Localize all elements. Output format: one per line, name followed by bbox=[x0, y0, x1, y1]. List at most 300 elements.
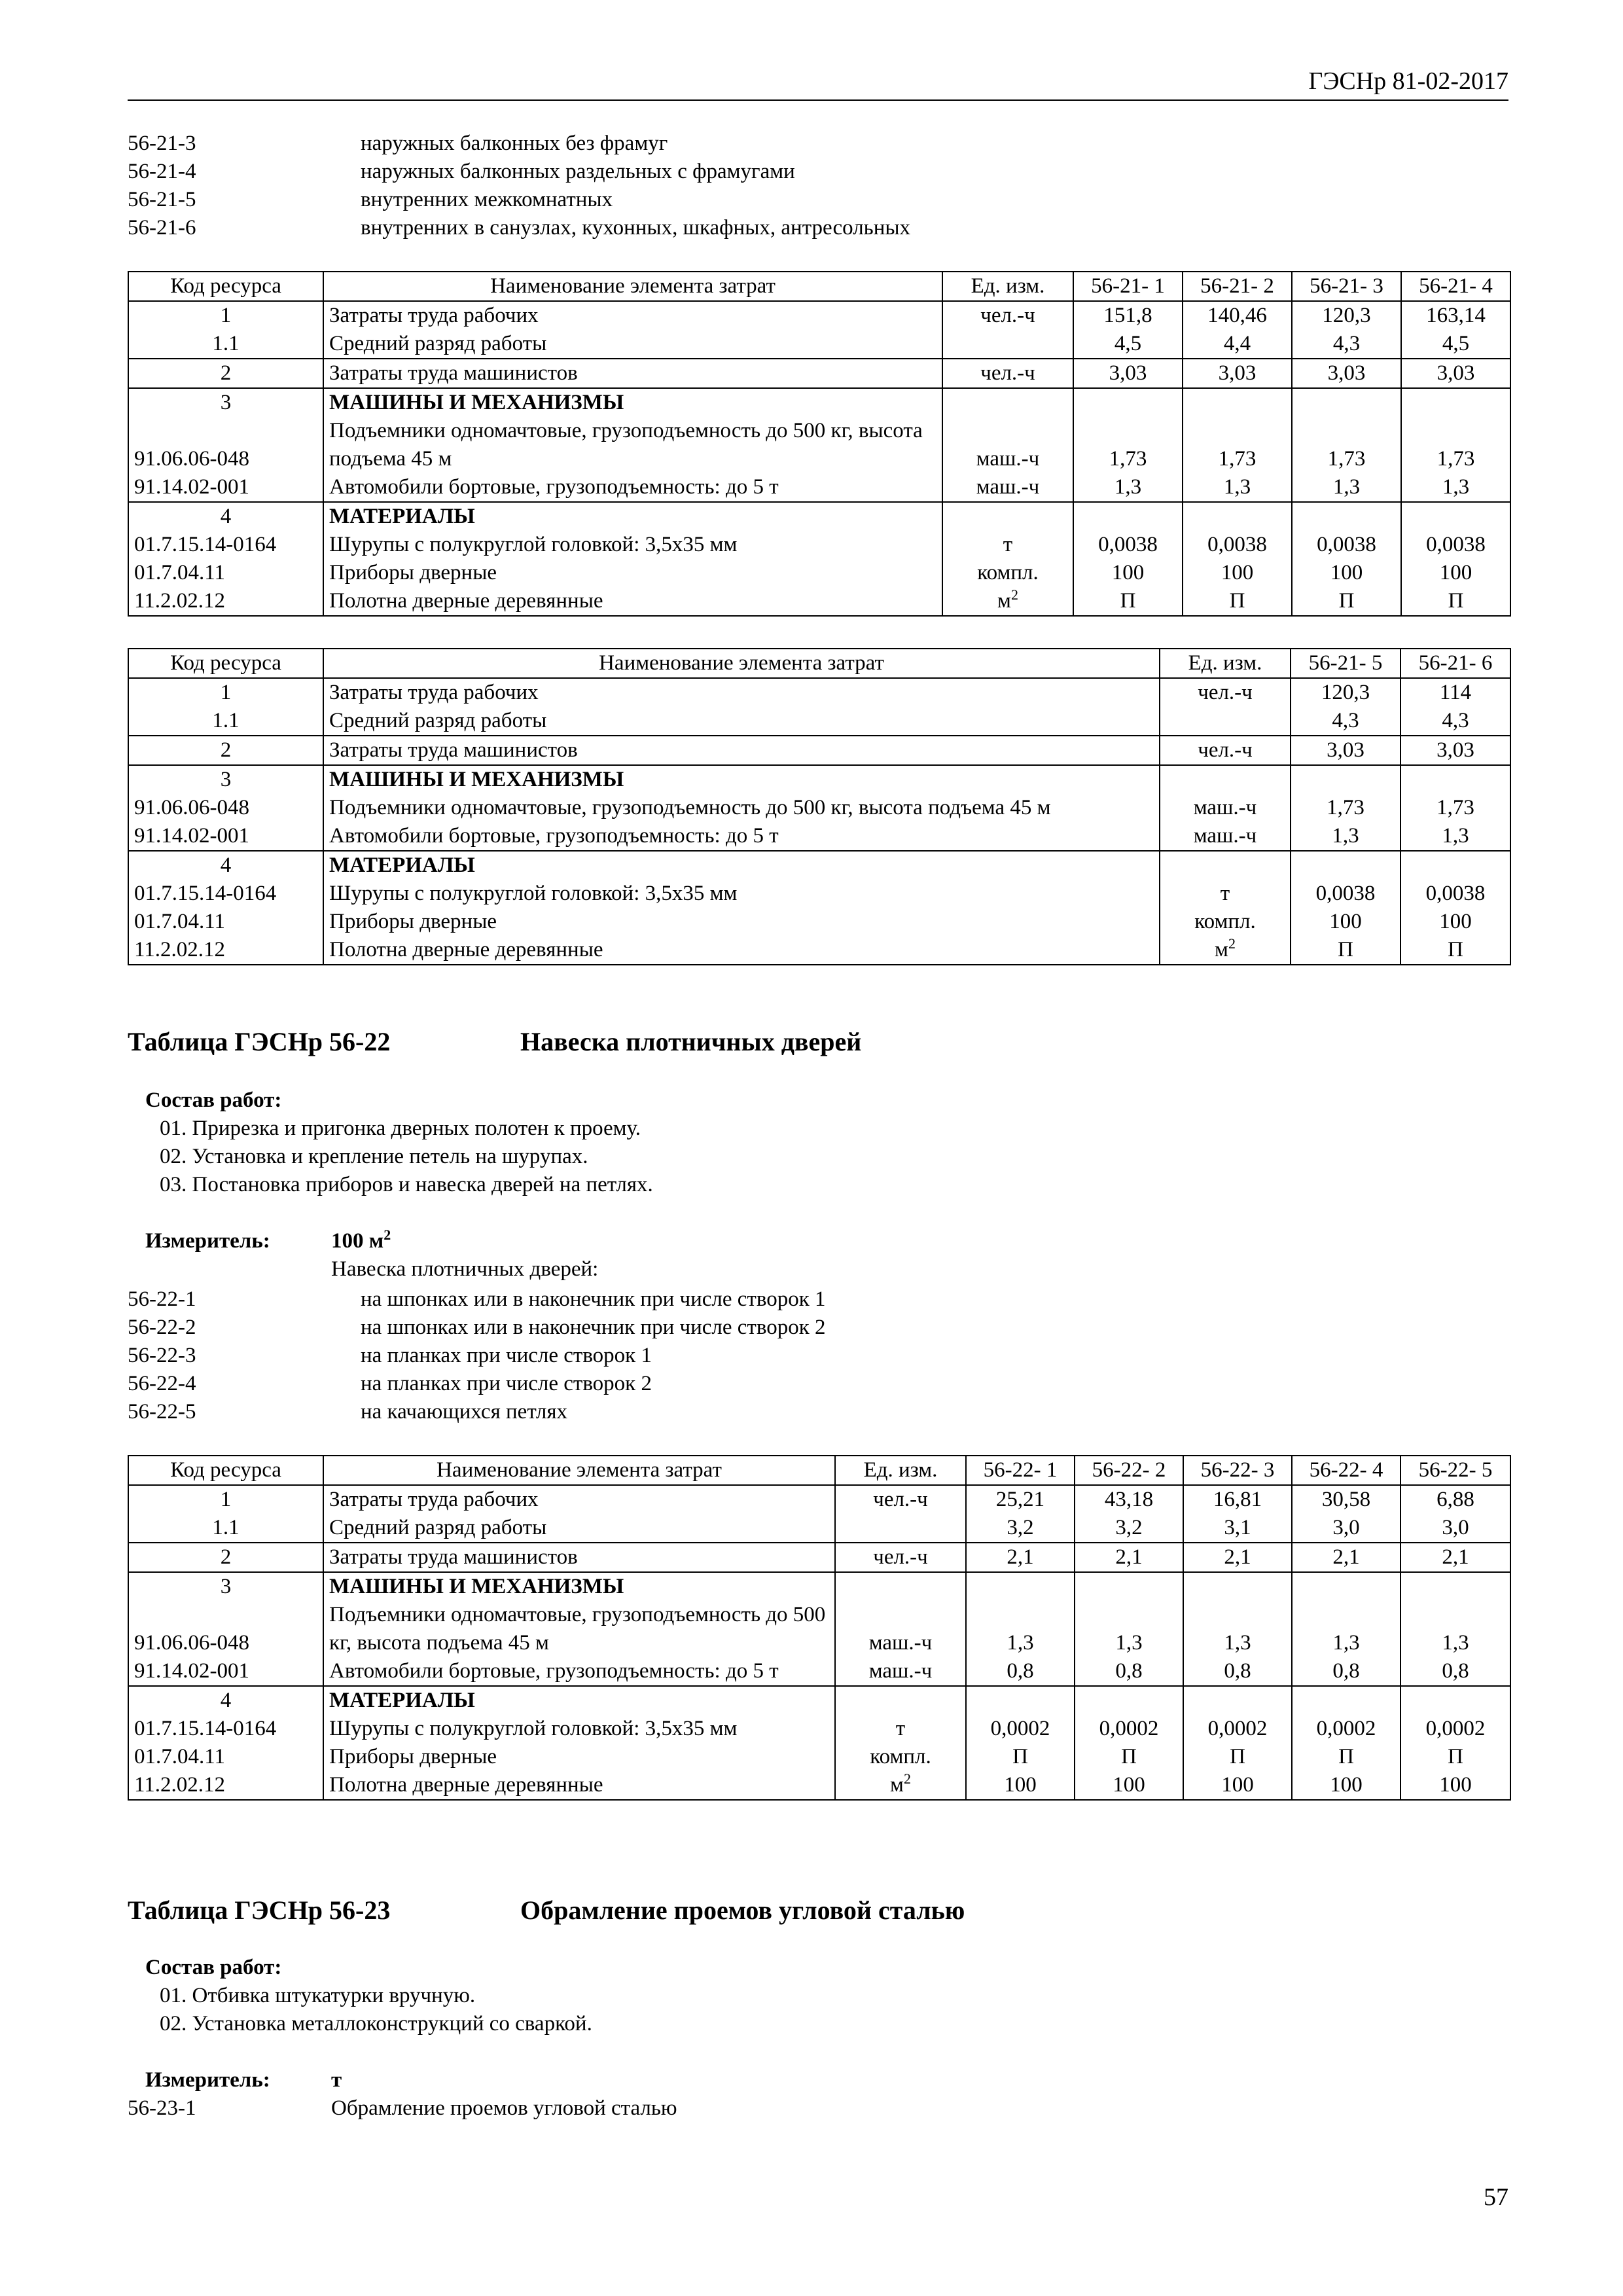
unit-cell bbox=[1160, 707, 1291, 736]
code-group-title: Навеска плотничных дверей: bbox=[331, 1257, 599, 1281]
value-cell bbox=[1183, 388, 1292, 417]
table-row bbox=[128, 1572, 1510, 1601]
value-cell: 3,2 bbox=[966, 1514, 1075, 1543]
header-variant: 56-21- 2 bbox=[1183, 272, 1292, 301]
table-row bbox=[128, 1686, 1510, 1715]
code-label: 56-22-3 bbox=[128, 1344, 196, 1367]
code-list-item bbox=[128, 158, 1502, 186]
unit-cell bbox=[835, 1715, 966, 1743]
value-cell: П bbox=[966, 1743, 1075, 1771]
section-heading: МАТЕРИАЛЫ bbox=[323, 502, 942, 531]
unit-text: м bbox=[997, 589, 1011, 613]
unit-text: т bbox=[1003, 533, 1013, 556]
value-cell bbox=[966, 1572, 1075, 1601]
value-cell bbox=[1292, 502, 1401, 531]
unit-text: м bbox=[890, 1773, 904, 1797]
value-cell bbox=[1183, 1572, 1292, 1601]
value-cell bbox=[1400, 851, 1510, 880]
table-header-row bbox=[128, 649, 1510, 678]
resource-code: 1 bbox=[128, 1485, 323, 1514]
table-row bbox=[128, 794, 1510, 822]
value-cell: П bbox=[1401, 587, 1510, 616]
code-list-item bbox=[128, 1314, 1502, 1342]
work-step: 02. Установка металлоконструкций со сваркой. bbox=[160, 2012, 592, 2036]
value-cell: 0,8 bbox=[1292, 1657, 1400, 1686]
unit-cell bbox=[942, 587, 1073, 616]
resource-name: Приборы дверные bbox=[323, 559, 942, 587]
resource-name: Средний разряд работы bbox=[323, 1514, 835, 1543]
value-cell: 1,73 bbox=[1183, 417, 1292, 473]
work-step: 03. Постановка приборов и навеска дверей на петлях. bbox=[160, 1173, 653, 1196]
table-name: Обрамление проемов угловой сталью bbox=[520, 1895, 965, 1925]
code-list-item bbox=[128, 186, 1502, 214]
value-cell bbox=[1292, 1572, 1400, 1601]
resource-name: Средний разряд работы bbox=[323, 330, 942, 359]
code-label: 56-21-5 bbox=[128, 188, 196, 211]
code-description: на качающихся петлях bbox=[361, 1400, 568, 1424]
table-row bbox=[128, 822, 1510, 851]
unit-text: маш.-ч bbox=[868, 1659, 933, 1683]
unit-cell bbox=[942, 473, 1073, 502]
value-cell: 0,0002 bbox=[1183, 1715, 1292, 1743]
value-cell: 0,0002 bbox=[966, 1715, 1075, 1743]
unit-sup: 2 bbox=[1228, 936, 1236, 952]
resource-code: 1.1 bbox=[128, 330, 323, 359]
code-list-item bbox=[128, 130, 1502, 158]
unit-cell bbox=[835, 1543, 966, 1572]
unit-cell bbox=[1160, 765, 1291, 794]
meter-value bbox=[331, 1229, 391, 1253]
value-cell: 0,0038 bbox=[1292, 531, 1401, 559]
value-cell: 25,21 bbox=[966, 1485, 1075, 1514]
value-cell: 0,8 bbox=[1075, 1657, 1183, 1686]
value-cell: 16,81 bbox=[1183, 1485, 1292, 1514]
table-row bbox=[128, 559, 1510, 587]
value-cell bbox=[1292, 388, 1401, 417]
value-cell: 100 bbox=[1073, 559, 1183, 587]
code-label: 56-22-1 bbox=[128, 1287, 196, 1311]
value-cell: 4,3 bbox=[1291, 707, 1400, 736]
resource-code: 01.7.04.11 bbox=[128, 908, 323, 936]
value-cell: 6,88 bbox=[1400, 1485, 1510, 1514]
page-header bbox=[128, 63, 1508, 101]
unit-sup: 2 bbox=[903, 1771, 911, 1787]
resource-name: Автомобили бортовые, грузоподъемность: до 5 т bbox=[323, 1657, 835, 1686]
header-variant: 56-22- 3 bbox=[1183, 1456, 1292, 1485]
resource-name: Затраты труда рабочих bbox=[323, 678, 1160, 707]
table-row bbox=[128, 908, 1510, 936]
unit-text: чел.-ч bbox=[873, 1545, 928, 1569]
table-row bbox=[128, 678, 1510, 707]
header-variant: 56-22- 4 bbox=[1292, 1456, 1400, 1485]
unit-cell bbox=[942, 301, 1073, 330]
header-variant: 56-22- 2 bbox=[1075, 1456, 1183, 1485]
unit-cell bbox=[835, 1771, 966, 1800]
resource-name: Затраты труда машинистов bbox=[323, 736, 1160, 765]
value-cell bbox=[1183, 502, 1292, 531]
resource-name: Полотна дверные деревянные bbox=[323, 1771, 835, 1800]
value-cell: 0,0038 bbox=[1183, 531, 1292, 559]
value-cell: 4,4 bbox=[1183, 330, 1292, 359]
value-cell: 4,3 bbox=[1400, 707, 1510, 736]
value-cell bbox=[1075, 1572, 1183, 1601]
table-row bbox=[128, 359, 1510, 388]
value-cell: 43,18 bbox=[1075, 1485, 1183, 1514]
table-header-row bbox=[128, 1456, 1510, 1485]
unit-text: т bbox=[895, 1717, 906, 1740]
value-cell: 1,3 bbox=[1183, 1601, 1292, 1657]
code-label: 56-21-3 bbox=[128, 132, 196, 155]
resource-code: 01.7.15.14-0164 bbox=[128, 1715, 323, 1743]
value-cell bbox=[1400, 1572, 1510, 1601]
header-variant: 56-21- 1 bbox=[1073, 272, 1183, 301]
header-variant: 56-22- 1 bbox=[966, 1456, 1075, 1485]
table-row bbox=[128, 1771, 1510, 1800]
value-cell: 1,73 bbox=[1401, 417, 1510, 473]
value-cell: 1,3 bbox=[1401, 473, 1510, 502]
resource-name: Затраты труда рабочих bbox=[323, 301, 942, 330]
value-cell: 0,0038 bbox=[1073, 531, 1183, 559]
value-cell: П bbox=[1183, 1743, 1292, 1771]
value-cell: 114 bbox=[1400, 678, 1510, 707]
meter-value: т bbox=[331, 2068, 342, 2092]
header-name: Наименование элемента затрат bbox=[323, 649, 1160, 678]
value-cell: 1,73 bbox=[1291, 794, 1400, 822]
header-variant: 56-21- 6 bbox=[1400, 649, 1510, 678]
value-cell: П bbox=[1291, 936, 1400, 965]
resource-code: 11.2.02.12 bbox=[128, 1771, 323, 1800]
resource-name: Шурупы с полукруглой головкой: 3,5х35 мм bbox=[323, 880, 1160, 908]
value-cell: 0,0038 bbox=[1401, 531, 1510, 559]
value-cell: 4,3 bbox=[1292, 330, 1401, 359]
value-cell: 2,1 bbox=[1183, 1543, 1292, 1572]
work-step: 01. Прирезка и пригонка дверных полотен к проему. bbox=[160, 1117, 641, 1140]
table-row bbox=[128, 1657, 1510, 1686]
unit-text: компл. bbox=[870, 1745, 931, 1768]
resource-code: 1.1 bbox=[128, 707, 323, 736]
value-cell: 4,5 bbox=[1073, 330, 1183, 359]
resource-code: 01.7.15.14-0164 bbox=[128, 880, 323, 908]
work-step: 01. Отбивка штукатурки вручную. bbox=[160, 1984, 476, 2007]
unit-text: чел.-ч bbox=[873, 1488, 928, 1511]
code-description: наружных балконных без фрамуг bbox=[361, 132, 668, 155]
code-description: на планках при числе створок 2 bbox=[361, 1372, 652, 1395]
resource-code: 91.14.02-001 bbox=[128, 1657, 323, 1686]
table-row bbox=[128, 330, 1510, 359]
value-cell: П bbox=[1400, 936, 1510, 965]
value-cell: П bbox=[1400, 1743, 1510, 1771]
unit-cell bbox=[835, 1743, 966, 1771]
resource-name: Полотна дверные деревянные bbox=[323, 936, 1160, 965]
unit-cell bbox=[1160, 880, 1291, 908]
header-code: Код ресурса bbox=[128, 272, 323, 301]
value-cell: 1,3 bbox=[1291, 822, 1400, 851]
value-cell: 163,14 bbox=[1401, 301, 1510, 330]
value-cell: 100 bbox=[966, 1771, 1075, 1800]
unit-cell bbox=[942, 531, 1073, 559]
unit-cell bbox=[1160, 822, 1291, 851]
table-number: Таблица ГЭСНр 56-22 bbox=[128, 1027, 391, 1056]
table-row bbox=[128, 1715, 1510, 1743]
resource-code: 1 bbox=[128, 678, 323, 707]
resource-code: 2 bbox=[128, 736, 323, 765]
table-row bbox=[128, 388, 1510, 417]
value-cell bbox=[1291, 765, 1400, 794]
code-label: 56-23-1 bbox=[128, 2096, 196, 2120]
unit-cell bbox=[942, 330, 1073, 359]
unit-text: компл. bbox=[977, 561, 1039, 584]
value-cell: 100 bbox=[1401, 559, 1510, 587]
code-description: наружных балконных раздельных с фрамугами bbox=[361, 160, 795, 183]
resource-code: 1.1 bbox=[128, 1514, 323, 1543]
header-variant: 56-21- 5 bbox=[1291, 649, 1400, 678]
unit-cell bbox=[835, 1657, 966, 1686]
code-description: Обрамление проемов угловой сталью bbox=[331, 2096, 677, 2120]
value-cell bbox=[1075, 1686, 1183, 1715]
value-cell: 2,1 bbox=[1075, 1543, 1183, 1572]
value-cell: 1,3 bbox=[1075, 1601, 1183, 1657]
resource-name: Средний разряд работы bbox=[323, 707, 1160, 736]
header-code: Код ресурса bbox=[128, 649, 323, 678]
table-row bbox=[128, 417, 1510, 473]
value-cell: 2,1 bbox=[966, 1543, 1075, 1572]
resource-table-56-21-1-4 bbox=[128, 271, 1511, 617]
meter-label: Измеритель: bbox=[145, 2068, 270, 2092]
table-row bbox=[128, 1743, 1510, 1771]
value-cell: 100 bbox=[1183, 559, 1292, 587]
value-cell: 1,3 bbox=[1183, 473, 1292, 502]
value-cell bbox=[1183, 1686, 1292, 1715]
composition-label: Состав работ: bbox=[145, 1088, 282, 1112]
resource-code: 91.14.02-001 bbox=[128, 822, 323, 851]
unit-cell bbox=[1160, 936, 1291, 965]
value-cell bbox=[1073, 502, 1183, 531]
unit-cell bbox=[942, 559, 1073, 587]
unit-text: маш.-ч bbox=[976, 447, 1040, 471]
header-name: Наименование элемента затрат bbox=[323, 1456, 835, 1485]
code-label: 56-22-2 bbox=[128, 1316, 196, 1339]
code-description: внутренних межкомнатных bbox=[361, 188, 613, 211]
value-cell: 140,46 bbox=[1183, 301, 1292, 330]
intro-code-list bbox=[128, 130, 1502, 242]
meter-label: Измеритель: bbox=[145, 1229, 270, 1253]
value-cell: 0,0002 bbox=[1075, 1715, 1183, 1743]
value-cell: 0,8 bbox=[1400, 1657, 1510, 1686]
value-cell bbox=[1291, 851, 1400, 880]
resource-table-56-22 bbox=[128, 1455, 1511, 1801]
code-list-56-22 bbox=[128, 1285, 1502, 1426]
resource-name: Шурупы с полукруглой головкой: 3,5х35 мм bbox=[323, 1715, 835, 1743]
value-cell: 3,03 bbox=[1073, 359, 1183, 388]
section-heading: МАШИНЫ И МЕХАНИЗМЫ bbox=[323, 765, 1160, 794]
value-cell: 4,5 bbox=[1401, 330, 1510, 359]
value-cell: 1,3 bbox=[966, 1601, 1075, 1657]
resource-code: 4 bbox=[128, 851, 323, 880]
value-cell: 0,0002 bbox=[1400, 1715, 1510, 1743]
value-cell: 151,8 bbox=[1073, 301, 1183, 330]
value-cell: П bbox=[1292, 1743, 1400, 1771]
code-description: внутренних в санузлах, кухонных, шкафных, антресольных bbox=[361, 216, 911, 240]
resource-name: Приборы дверные bbox=[323, 1743, 835, 1771]
value-cell: 1,3 bbox=[1400, 822, 1510, 851]
value-cell bbox=[1292, 1686, 1400, 1715]
section-heading: МАШИНЫ И МЕХАНИЗМЫ bbox=[323, 388, 942, 417]
header-unit: Ед. изм. bbox=[942, 272, 1073, 301]
unit-cell bbox=[942, 417, 1073, 473]
resource-name: Затраты труда машинистов bbox=[323, 1543, 835, 1572]
resource-name: Автомобили бортовые, грузоподъемность: до 5 т bbox=[323, 822, 1160, 851]
code-list-item bbox=[128, 214, 1502, 242]
value-cell: 100 bbox=[1183, 1771, 1292, 1800]
resource-name: Автомобили бортовые, грузоподъемность: до 5 т bbox=[323, 473, 942, 502]
resource-code: 3 bbox=[128, 388, 323, 417]
table-number: Таблица ГЭСНр 56-23 bbox=[128, 1895, 391, 1925]
code-label: 56-22-5 bbox=[128, 1400, 196, 1424]
value-cell bbox=[1073, 388, 1183, 417]
resource-code: 01.7.04.11 bbox=[128, 559, 323, 587]
unit-text: чел.-ч bbox=[980, 304, 1035, 327]
value-cell: 100 bbox=[1400, 1771, 1510, 1800]
resource-code: 2 bbox=[128, 1543, 323, 1572]
table-row bbox=[128, 880, 1510, 908]
value-cell: 1,73 bbox=[1073, 417, 1183, 473]
value-cell: П bbox=[1183, 587, 1292, 616]
unit-text: маш.-ч bbox=[976, 475, 1040, 499]
table-row bbox=[128, 936, 1510, 965]
table-row bbox=[128, 765, 1510, 794]
section-heading: МАТЕРИАЛЫ bbox=[323, 851, 1160, 880]
value-cell: 3,03 bbox=[1400, 736, 1510, 765]
code-list-item bbox=[128, 1342, 1502, 1370]
table-row bbox=[128, 587, 1510, 616]
header-variant: 56-21- 3 bbox=[1292, 272, 1401, 301]
code-description: на шпонках или в наконечник при числе створок 1 bbox=[361, 1287, 826, 1311]
value-cell: 100 bbox=[1292, 559, 1401, 587]
code-list-item bbox=[128, 1285, 1502, 1314]
unit-text: чел.-ч bbox=[1198, 738, 1253, 762]
table-row bbox=[128, 851, 1510, 880]
meter-value-sup: 2 bbox=[383, 1227, 391, 1243]
value-cell: 3,0 bbox=[1292, 1514, 1400, 1543]
resource-name: Подъемники одномачтовые, грузоподъемность до 500 кг, высота подъема 45 м bbox=[323, 1601, 835, 1657]
resource-name: Затраты труда рабочих bbox=[323, 1485, 835, 1514]
resource-code: 01.7.04.11 bbox=[128, 1743, 323, 1771]
unit-cell bbox=[1160, 736, 1291, 765]
value-cell: 3,0 bbox=[1400, 1514, 1510, 1543]
unit-cell bbox=[1160, 851, 1291, 880]
value-cell bbox=[1401, 502, 1510, 531]
resource-code: 91.06.06-048 bbox=[128, 1601, 323, 1657]
value-cell: П bbox=[1075, 1743, 1183, 1771]
unit-text: т bbox=[1220, 882, 1230, 905]
value-cell: 3,03 bbox=[1291, 736, 1400, 765]
value-cell bbox=[1400, 1686, 1510, 1715]
table-row bbox=[128, 707, 1510, 736]
value-cell: 100 bbox=[1400, 908, 1510, 936]
unit-text: чел.-ч bbox=[1198, 681, 1253, 704]
table-row bbox=[128, 502, 1510, 531]
value-cell: 1,3 bbox=[1292, 1601, 1400, 1657]
section-heading: МАТЕРИАЛЫ bbox=[323, 1686, 835, 1715]
resource-code: 11.2.02.12 bbox=[128, 587, 323, 616]
composition-block-56-22 bbox=[145, 1086, 1127, 1199]
page-number: 57 bbox=[1484, 2183, 1508, 2211]
table-name: Навеска плотничных дверей bbox=[520, 1027, 862, 1056]
unit-sup: 2 bbox=[1010, 587, 1018, 603]
resource-name: Подъемники одномачтовые, грузоподъемность до 500 кг, высота подъема 45 м bbox=[323, 794, 1160, 822]
header-name: Наименование элемента затрат bbox=[323, 272, 942, 301]
value-cell: 1,3 bbox=[1073, 473, 1183, 502]
resource-code: 2 bbox=[128, 359, 323, 388]
unit-cell bbox=[942, 388, 1073, 417]
value-cell: 1,73 bbox=[1400, 794, 1510, 822]
value-cell: 3,03 bbox=[1401, 359, 1510, 388]
composition-label: Состав работ: bbox=[145, 1956, 282, 1979]
value-cell: 2,1 bbox=[1292, 1543, 1400, 1572]
value-cell bbox=[1401, 388, 1510, 417]
meter-value-text: 100 м bbox=[331, 1229, 384, 1253]
work-step: 02. Установка и крепление петель на шурупах. bbox=[160, 1145, 588, 1168]
header-variant: 56-21- 4 bbox=[1401, 272, 1510, 301]
value-cell: 0,8 bbox=[966, 1657, 1075, 1686]
value-cell: 0,0038 bbox=[1400, 880, 1510, 908]
unit-cell bbox=[835, 1485, 966, 1514]
code-description: на планках при числе створок 1 bbox=[361, 1344, 652, 1367]
code-label: 56-21-4 bbox=[128, 160, 196, 183]
value-cell: 1,3 bbox=[1292, 473, 1401, 502]
table-row bbox=[128, 1543, 1510, 1572]
unit-cell bbox=[835, 1686, 966, 1715]
value-cell: 1,73 bbox=[1292, 417, 1401, 473]
resource-name: Приборы дверные bbox=[323, 908, 1160, 936]
unit-text: маш.-ч bbox=[1193, 796, 1257, 819]
value-cell bbox=[966, 1686, 1075, 1715]
value-cell: 120,3 bbox=[1291, 678, 1400, 707]
value-cell: 100 bbox=[1075, 1771, 1183, 1800]
value-cell: 0,0038 bbox=[1291, 880, 1400, 908]
resource-code: 91.06.06-048 bbox=[128, 417, 323, 473]
value-cell: 3,2 bbox=[1075, 1514, 1183, 1543]
value-cell: 30,58 bbox=[1292, 1485, 1400, 1514]
resource-code: 3 bbox=[128, 1572, 323, 1601]
resource-name: Полотна дверные деревянные bbox=[323, 587, 942, 616]
code-list-item bbox=[128, 1370, 1502, 1398]
header-unit: Ед. изм. bbox=[1160, 649, 1291, 678]
code-list-item bbox=[128, 1398, 1502, 1426]
resource-code: 01.7.15.14-0164 bbox=[128, 531, 323, 559]
value-cell: 1,3 bbox=[1400, 1601, 1510, 1657]
resource-code: 3 bbox=[128, 765, 323, 794]
table-row bbox=[128, 1514, 1510, 1543]
table-row bbox=[128, 301, 1510, 330]
header-variant: 56-22- 5 bbox=[1400, 1456, 1510, 1485]
resource-code: 91.06.06-048 bbox=[128, 794, 323, 822]
unit-cell bbox=[835, 1514, 966, 1543]
resource-code: 4 bbox=[128, 502, 323, 531]
unit-text: чел.-ч bbox=[980, 361, 1035, 385]
unit-text: компл. bbox=[1194, 910, 1256, 933]
value-cell: 3,03 bbox=[1183, 359, 1292, 388]
table-row bbox=[128, 1485, 1510, 1514]
section-heading: МАШИНЫ И МЕХАНИЗМЫ bbox=[323, 1572, 835, 1601]
resource-name: Подъемники одномачтовые, грузоподъемность до 500 кг, высота подъема 45 м bbox=[323, 417, 942, 473]
value-cell: П bbox=[1073, 587, 1183, 616]
table-row bbox=[128, 1601, 1510, 1657]
unit-cell bbox=[835, 1601, 966, 1657]
unit-cell bbox=[1160, 908, 1291, 936]
unit-text: м bbox=[1215, 938, 1228, 961]
resource-name: Затраты труда машинистов bbox=[323, 359, 942, 388]
